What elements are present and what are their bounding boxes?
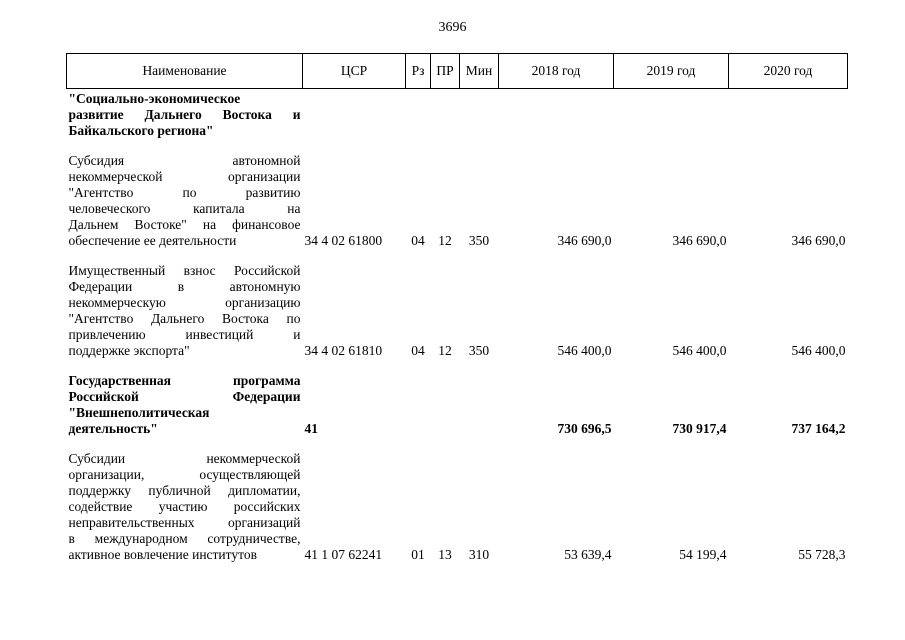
row-min: 350 (468, 233, 490, 248)
row-name-line: Имущественный взнос Российской (68, 263, 301, 278)
table-row (67, 139, 848, 249)
row-min (460, 359, 499, 437)
row-2018: 346 690,0 (557, 233, 612, 248)
row-name-line: содействие участию российских (68, 499, 301, 514)
row-csr: 41 1 07 62241 (304, 547, 383, 562)
row-pr (431, 89, 460, 140)
row-2019 (614, 89, 729, 140)
row-pr (431, 359, 460, 437)
row-2018 (499, 89, 614, 140)
row-name-line: Государственная программа (68, 373, 301, 388)
row-name-line: неправительственных организаций (68, 515, 301, 530)
row-csr (303, 89, 406, 140)
row-name-line: организации, осуществляющей (68, 467, 301, 482)
row-csr: 41 (304, 421, 318, 436)
row-name-line: некоммерческой организации (68, 169, 301, 184)
header-min: Мин (460, 54, 499, 89)
header-row (67, 54, 848, 89)
row-name (67, 437, 303, 563)
row-rz: 01 (411, 547, 425, 562)
header-csr: ЦСР (303, 54, 406, 89)
row-2019: 730 917,4 (672, 421, 727, 436)
row-2019: 546 400,0 (672, 343, 727, 358)
table-row (67, 249, 848, 359)
row-name-line: обеспечение ее деятельности (68, 233, 237, 248)
row-2020: 55 728,3 (798, 547, 846, 562)
budget-table (66, 53, 848, 563)
table-row (67, 359, 848, 437)
row-name-line: "Агентство по развитию (68, 185, 301, 200)
row-min (460, 89, 499, 140)
row-name-line: Байкальского региона" (68, 123, 214, 138)
row-2018: 546 400,0 (557, 343, 612, 358)
table-row (67, 89, 848, 140)
row-name-line: Субсидии некоммерческой (68, 451, 301, 466)
header-2018: 2018 год (499, 54, 614, 89)
row-name (67, 249, 303, 359)
header-2019: 2019 год (614, 54, 729, 89)
row-name-line: привлечению инвестиций и (68, 327, 301, 342)
row-min: 310 (468, 547, 490, 562)
row-name-line: активное вовлечение институтов (68, 547, 257, 562)
header-2020: 2020 год (729, 54, 848, 89)
row-rz (406, 89, 431, 140)
row-name-line: деятельность" (68, 421, 158, 436)
row-2018: 730 696,5 (557, 421, 612, 436)
row-name-line: "Внешнеполитическая (68, 405, 210, 420)
row-name-line: развитие Дальнего Востока и (68, 107, 301, 122)
table-row (67, 437, 848, 563)
row-min: 350 (468, 343, 490, 358)
row-name-line: Российской Федерации (68, 389, 301, 404)
row-name-line: "Социально-экономическое (68, 91, 241, 106)
row-name-line: Субсидия автономной (68, 153, 301, 168)
row-name (67, 139, 303, 249)
row-2020: 346 690,0 (791, 233, 846, 248)
header-pr: ПР (431, 54, 460, 89)
row-pr: 12 (438, 233, 452, 248)
row-2020: 546 400,0 (791, 343, 846, 358)
row-name-line: в международном сотрудничестве, (68, 531, 301, 546)
row-2019: 346 690,0 (672, 233, 727, 248)
row-rz: 04 (411, 233, 425, 248)
row-name-line: "Агентство Дальнего Востока по (68, 311, 301, 326)
row-name (67, 359, 303, 437)
row-name (67, 89, 303, 140)
row-rz: 04 (411, 343, 425, 358)
header-name: Наименование (67, 54, 303, 89)
row-2020: 737 164,2 (791, 421, 846, 436)
row-2019: 54 199,4 (679, 547, 727, 562)
page-number: 3696 (438, 20, 467, 35)
row-name-line: Дальнем Востоке" на финансовое (68, 217, 301, 232)
row-name-line: поддержке экспорта" (68, 343, 190, 358)
row-name-line: некоммерческую организацию (68, 295, 301, 310)
row-rz (406, 359, 431, 437)
header-rz: Рз (406, 54, 431, 89)
row-csr: 34 4 02 61800 (304, 233, 383, 248)
row-name-line: человеческого капитала на (68, 201, 301, 216)
row-pr: 13 (438, 547, 452, 562)
row-2020 (729, 89, 848, 140)
row-csr: 34 4 02 61810 (304, 343, 383, 358)
row-name-line: Федерации в автономную (68, 279, 301, 294)
row-pr: 12 (438, 343, 452, 358)
row-2018: 53 639,4 (564, 547, 612, 562)
table-body (67, 89, 848, 564)
row-name-line: поддержку публичной дипломатии, (68, 483, 301, 498)
